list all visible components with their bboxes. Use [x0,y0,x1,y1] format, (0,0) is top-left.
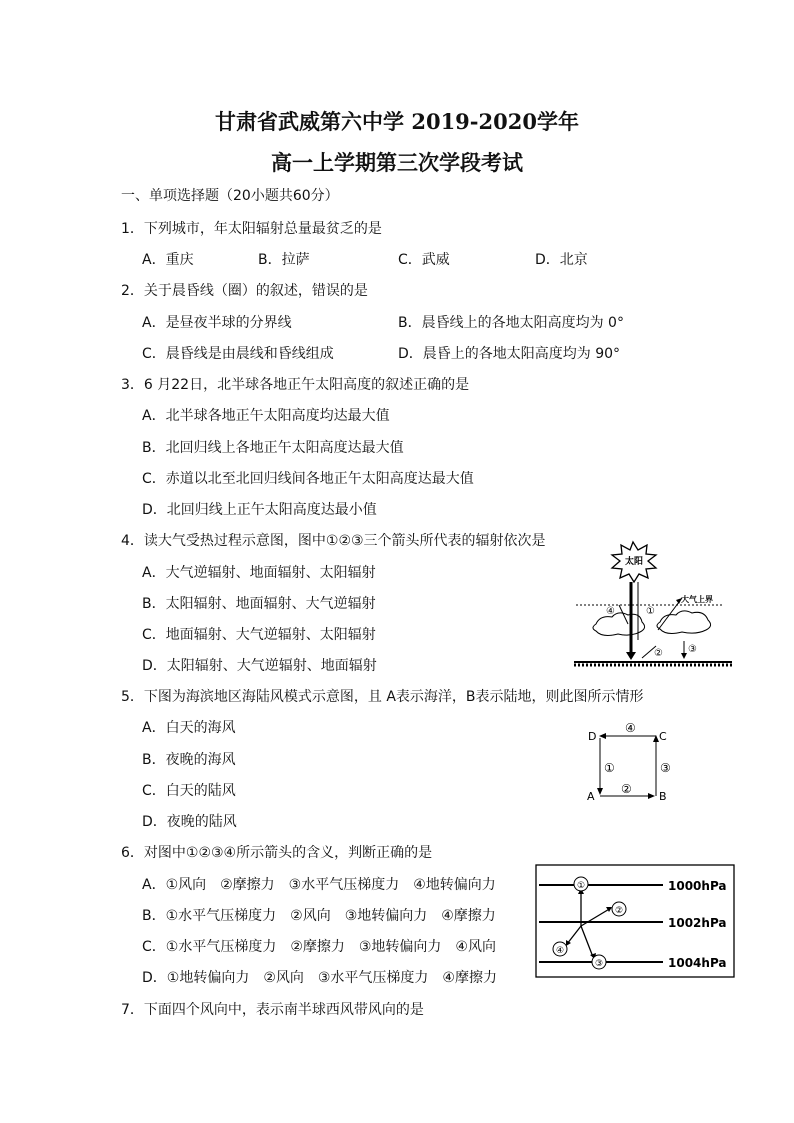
point-b-label: B [659,790,667,803]
arrow-head-icon [606,907,612,912]
point-c-label: C [659,730,667,743]
label-3: ③ [660,761,671,775]
arrow-2 [581,908,611,926]
q3-option-c: C．赤道以北至北回归线间各地正午太阳高度达最大值 [142,471,474,487]
label-4: ④ [625,721,636,735]
q2-option-b: B．晨昏线上的各地太阳高度均为 0° [398,315,624,331]
section-heading: 一、单项选择题（20小题共60分） [121,188,339,204]
question-4-stem: 4．读大气受热过程示意图，图中①②③三个箭头所代表的辐射依次是 [121,533,546,549]
label-4: ④ [606,606,615,617]
q4-option-c: C．地面辐射、大气逆辐射、太阳辐射 [142,627,376,643]
label-1: ① [576,881,586,891]
label-1: ① [646,606,655,617]
q5-option-c: C．白天的陆风 [142,783,236,799]
atmosphere-heating-diagram [570,540,735,670]
arrow-head-icon [648,793,655,799]
q6-option-a: A．①风向 ②摩擦力 ③水平气压梯度力 ④地转偏向力 [142,877,496,893]
q6-option-c: C．①水平气压梯度力 ②摩擦力 ③地转偏向力 ④风向 [142,939,496,955]
label-2: ② [614,906,624,916]
right-cloud-shape [657,611,711,634]
q5-option-d: D．夜晚的陆风 [142,814,237,830]
question-3-stem: 3．6 月22日，北半球各地正午太阳高度的叙述正确的是 [121,377,470,393]
label-3: ③ [594,959,604,969]
arrow-head-icon [597,788,603,795]
q1-option-b: B．拉萨 [258,252,310,268]
q3-option-d: D．北回归线上正午太阳高度达最小值 [142,502,377,518]
wind-force-diagram [535,864,735,979]
q6-option-d: D．①地转偏向力 ②风向 ③水平气压梯度力 ④摩擦力 [142,970,497,986]
question-6-stem: 6．对图中①②③④所示箭头的含义，判断正确的是 [121,845,433,861]
q2-option-c: C．晨昏线是由晨线和昏线组成 [142,346,334,362]
point-a-label: A [587,790,595,803]
question-2-stem: 2．关于晨昏线（圈）的叙述，错误的是 [121,283,368,299]
point-d-label: D [588,730,597,743]
left-cloud-shape [593,613,645,636]
q5-option-b: B．夜晚的海风 [142,752,236,768]
arrow-4 [567,926,581,944]
label-2: ② [654,648,663,659]
q4-option-d: D．太阳辐射、大气逆辐射、地面辐射 [142,658,377,674]
label-3: ③ [688,644,697,655]
isobar-label-1004: 1004hPa [668,956,727,970]
q1-option-c: C．武威 [398,252,450,268]
atmosphere-top-label: 大气上界 [681,595,713,604]
q2-option-a: A．是昼夜半球的分界线 [142,315,292,331]
q5-option-a: A．白天的海风 [142,720,236,736]
arrow-head-icon [681,653,687,659]
isobar-label-1000: 1000hPa [668,879,727,893]
exam-title: 甘肃省武威第六中学 2019-2020学年 [215,109,579,134]
q1-option-d: D．北京 [535,252,588,268]
exam-subtitle: 高一上学期第三次学段考试 [271,150,523,175]
q4-option-b: B．太阳辐射、地面辐射、大气逆辐射 [142,596,376,612]
label-1: ① [604,761,615,775]
arrow-head-icon [626,652,636,660]
q1-option-a: A．重庆 [142,252,194,268]
sea-land-breeze-diagram [570,718,700,818]
arrow-3 [581,926,593,957]
question-5-stem: 5．下图为海滨地区海陆风模式示意图，且 A表示海洋，B表示陆地，则此图所示情形 [121,689,644,705]
question-1-stem: 1．下列城市，年太阳辐射总量最贫乏的是 [121,221,382,237]
q6-option-b: B．①水平气压梯度力 ②风向 ③地转偏向力 ④摩擦力 [142,908,496,924]
sun-label: 太阳 [624,557,644,567]
q3-option-a: A．北半球各地正午太阳高度均达最大值 [142,408,390,424]
arrow-head-icon [566,940,571,946]
q4-option-a: A．大气逆辐射、地面辐射、太阳辐射 [142,565,376,581]
label-2: ② [621,782,632,796]
isobar-label-1002: 1002hPa [668,916,727,930]
label-4: ④ [555,946,565,956]
question-7-stem: 7．下面四个风向中，表示南半球西风带风向的是 [121,1002,424,1018]
q3-option-b: B．北回归线上各地正午太阳高度达最大值 [142,440,404,456]
q2-option-d: D．晨昏上的各地太阳高度均为 90° [398,346,621,362]
